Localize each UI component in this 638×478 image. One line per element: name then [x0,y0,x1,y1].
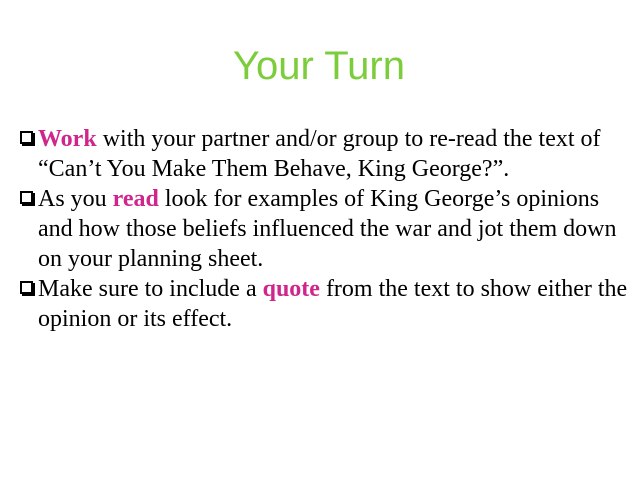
bullet-text-pre: Make sure to include a [38,276,263,302]
bullet-text-post: from the text to show either the opinion or its effect. [38,276,628,332]
checkbox-square-icon [20,191,33,204]
checkbox-square-icon [20,281,33,294]
bullet-item-work [20,124,630,184]
keyword-read: read [112,186,159,212]
checkbox-square-icon [20,131,33,144]
bullet-text-post: look for examples of King George’s opinions and how those beliefs influenced the war and jot them down on your planning sheet. [38,186,617,272]
bullet-item-read [20,184,630,274]
slide-title: Your Turn [233,44,405,88]
bullet-text-post: with your partner and/or group to re-read the text of “Can’t You Make Them Behave, King George?”. [38,126,601,182]
keyword-work: Work [38,126,97,152]
bullet-text-pre: As you [38,186,113,212]
bullet-item-quote [20,274,630,334]
keyword-quote: quote [262,276,320,302]
bullet-list [20,124,630,334]
